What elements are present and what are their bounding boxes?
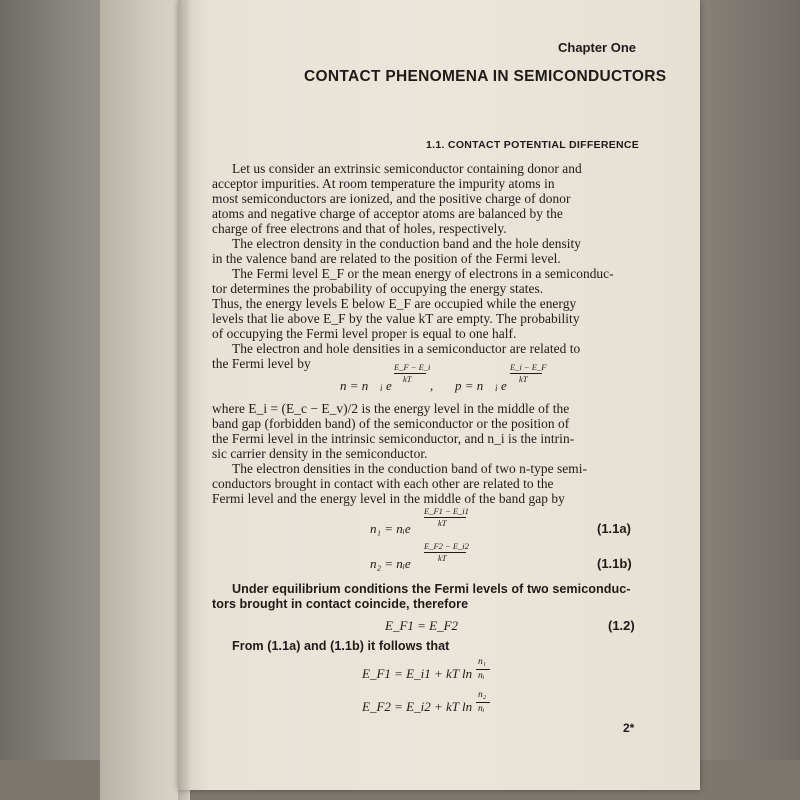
equation-n-e: e <box>386 378 392 393</box>
page-spine-shadow <box>178 0 192 800</box>
text-line: atoms and negative charge of acceptor atoms are balanced by the <box>212 206 563 221</box>
text-line: conductors brought in contact with each other are related to the <box>212 476 554 491</box>
chapter-title: CONTACT PHENOMENA IN SEMICONDUCTORS <box>304 68 667 85</box>
text-line: charge of free electrons and that of holes, respectively. <box>212 221 507 236</box>
text-line: Fermi level and the energy level in the middle of the band gap by <box>212 491 565 506</box>
text-line: tor determines the probability of occupying the energy states. <box>212 281 544 296</box>
exponent-denominator: kT <box>438 518 447 528</box>
background-right <box>690 0 800 800</box>
equation-p-e: e <box>501 378 507 393</box>
ln-denominator: nᵢ <box>478 671 485 681</box>
equation-n-lhs: n = n <box>340 378 369 393</box>
equation-ef2: E_F2 = E_i2 + kT ln <box>362 699 473 714</box>
equation-ef1: E_F1 = E_i1 + kT ln <box>362 666 473 681</box>
ln-numerator: n₁ <box>478 657 487 667</box>
text-line: most semiconductors are ionized, and the positive charge of donor <box>212 191 571 206</box>
exponent-numerator: E_F1 − E_i1 <box>424 506 469 516</box>
text-line: band gap (forbidden band) of the semiconductor or the position of <box>212 416 570 431</box>
exponent-numerator: E_F − E_i <box>394 362 431 372</box>
text-line: The Fermi level E_F or the mean energy of electrons in a semiconduc- <box>232 266 614 281</box>
text-line: The electron and hole densities in a semiconductor are related to <box>232 341 581 356</box>
text-line: levels that lie above E_F by the value kT are empty. The probability <box>212 311 580 326</box>
text-line: sic carrier density in the semiconductor. <box>212 446 428 461</box>
text-line: the Fermi level by <box>212 356 311 371</box>
text-line: acceptor impurities. At room temperature the impurity atoms in <box>212 176 555 191</box>
equation-n-sub: i <box>380 383 383 393</box>
exponent-numerator: E_F2 − E_i2 <box>424 541 469 551</box>
text-line: Let us consider an extrinsic semiconductor containing donor and <box>232 161 582 176</box>
exponent-denominator: kT <box>519 374 528 384</box>
ln-numerator: n₂ <box>478 690 487 700</box>
text-line: Under equilibrium conditions the Fermi levels of two semiconduc- <box>232 582 631 596</box>
equation-number-1-1a: (1.1a) <box>597 521 631 536</box>
text-line: From (1.1a) and (1.1b) it follows that <box>232 639 450 653</box>
equation-1-1a: n₁ = nᵢe <box>370 521 411 536</box>
text-line: the Fermi level in the intrinsic semiconductor, and n_i is the intrin- <box>212 431 575 446</box>
text-line: The electron densities in the conduction band of two n-type semi- <box>232 461 588 476</box>
equation-number-1-1b: (1.1b) <box>597 556 632 571</box>
equation-number-1-2: (1.2) <box>608 618 635 633</box>
text-line: tors brought in contact coincide, therefore <box>212 597 469 611</box>
text-line: of occupying the Fermi level proper is equal to one half. <box>212 326 517 341</box>
equation-comma: , <box>430 378 434 393</box>
text-line: in the valence band are related to the position of the Fermi level. <box>212 251 561 266</box>
fraction-bar <box>476 702 490 703</box>
page-number: 2* <box>623 721 635 735</box>
exponent-numerator: E_i − E_F <box>510 362 547 372</box>
chapter-label: Chapter One <box>558 40 637 55</box>
text-line: Thus, the energy levels E below E_F are occupied while the energy <box>212 296 577 311</box>
equation-p-lhs: p = n <box>455 378 484 393</box>
exponent-denominator: kT <box>438 553 447 563</box>
fraction-bar <box>476 669 490 670</box>
text-line: The electron density in the conduction band and the hole density <box>232 236 582 251</box>
equation-1-2: E_F1 = E_F2 <box>385 618 459 633</box>
facing-page-edge <box>100 0 190 800</box>
equation-1-1b: n₂ = nᵢe <box>370 556 411 571</box>
equation-p-sub: i <box>495 383 498 393</box>
section-heading: 1.1. CONTACT POTENTIAL DIFFERENCE <box>426 139 640 151</box>
ln-denominator: nᵢ <box>478 704 485 714</box>
exponent-denominator: kT <box>403 374 412 384</box>
text-line: where E_i = (E_c − E_v)/2 is the energy level in the middle of the <box>212 401 570 416</box>
